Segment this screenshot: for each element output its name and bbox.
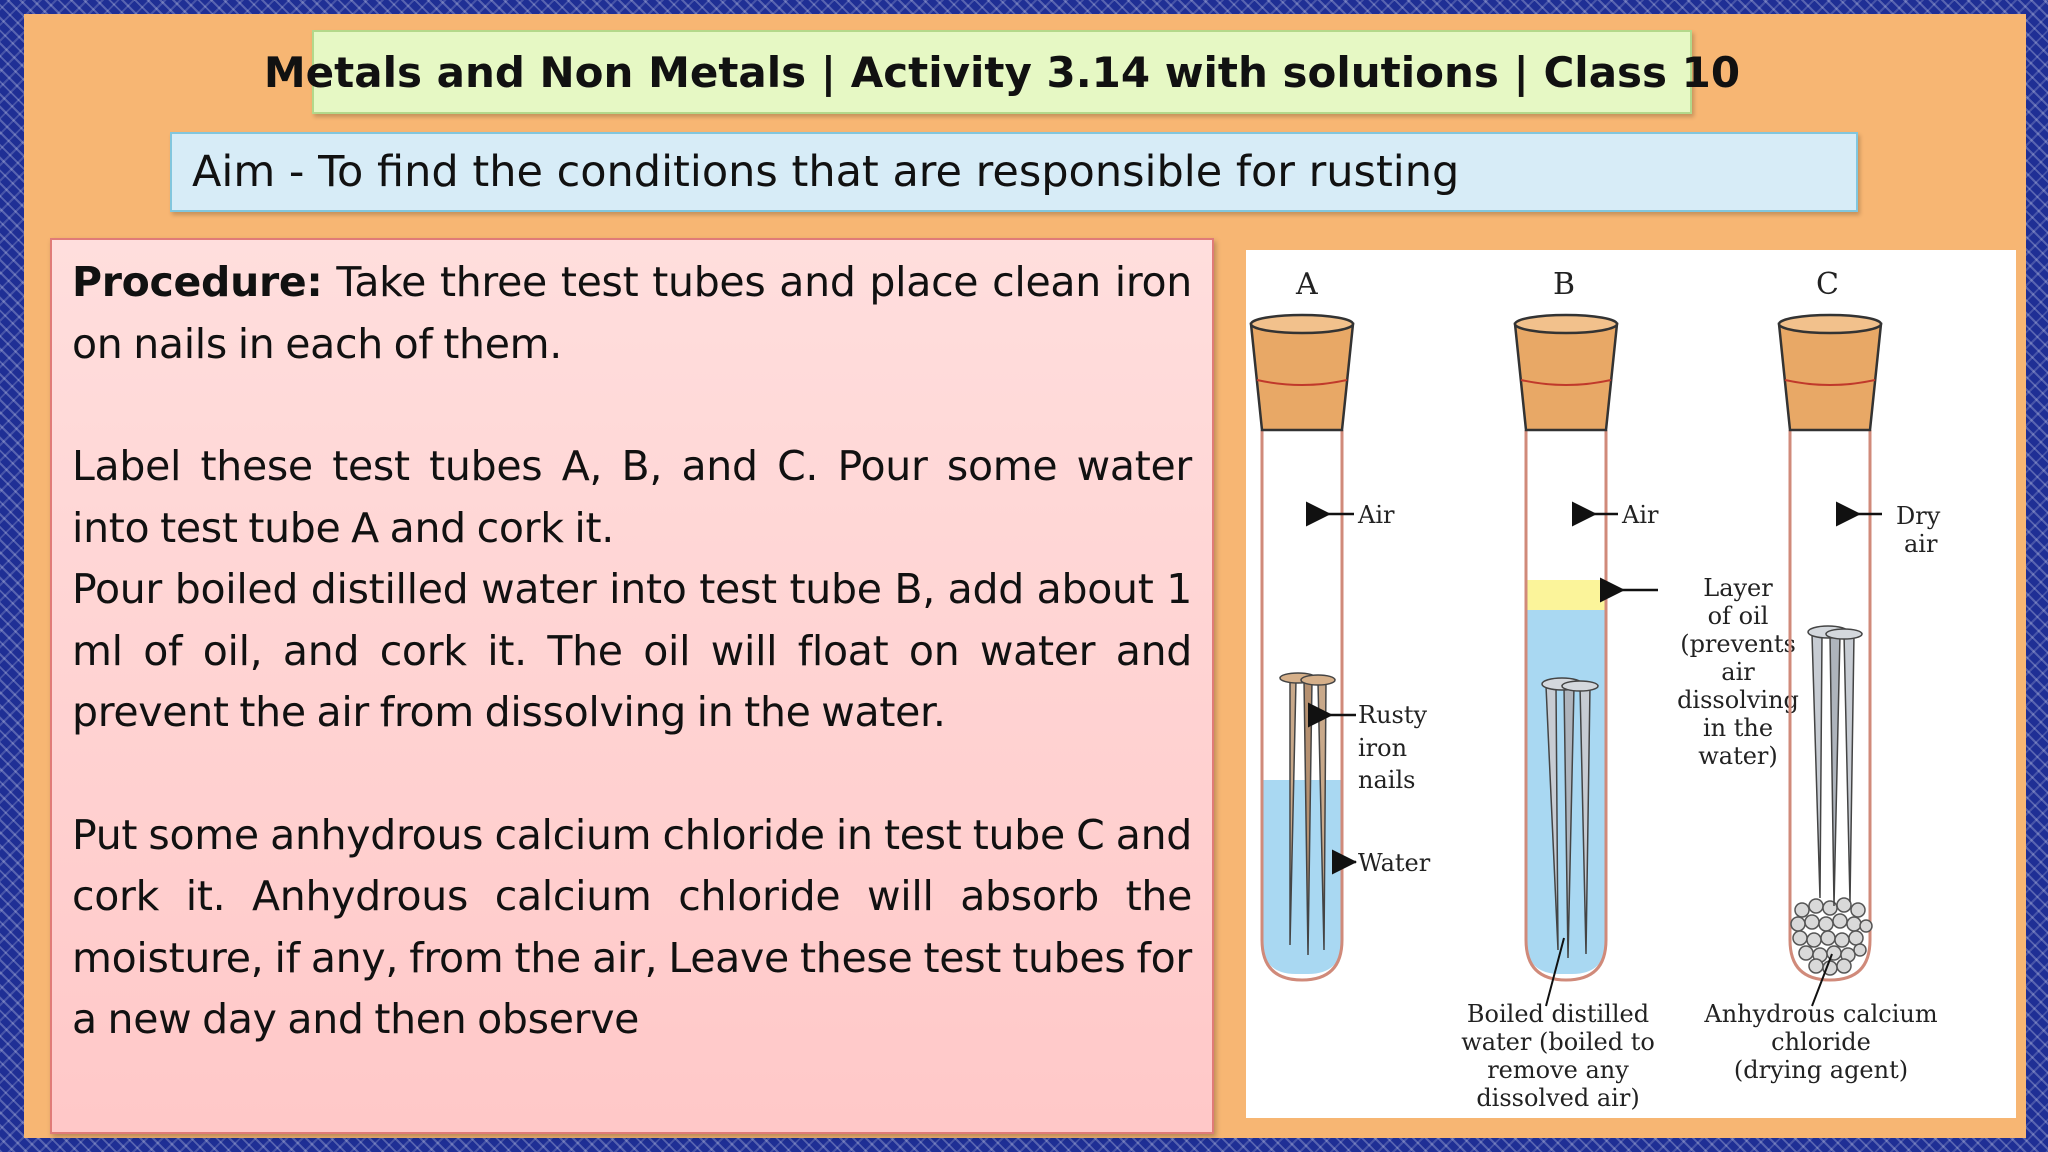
oil-note-line-5: dissolving	[1677, 686, 1799, 714]
procedure-paragraph-2	[72, 436, 1192, 559]
water-fill-icon	[1262, 780, 1342, 974]
procedure-text-2: Label these test tubes A, B, and C. Pour some water into test tube A and cork it.	[72, 442, 1192, 552]
aim-box	[170, 132, 1858, 212]
procedure-heading: Procedure:	[72, 258, 323, 306]
test-tube-a	[1251, 267, 1431, 980]
slide-title: Metals and Non Metals | Activity 3.14 with solutions | Class 10	[263, 47, 1741, 97]
procedure-text-4: Put some anhydrous calcium chloride in test tube C and cork it. Anhydrous calcium chloride will absorb the moisture, if any, from the air, Leave these test tubes for a new day and then observe	[72, 810, 1192, 1043]
procedure-box	[50, 238, 1214, 1134]
procedure-text-3: Pour boiled distilled water into test tube B, add about 1 ml of oil, and cork it. The oil will float on water and prevent the air from dissolving in the water.	[72, 565, 1192, 736]
oil-note	[1677, 574, 1799, 770]
clean-nails-icon	[1808, 626, 1862, 906]
tube-c-caption-line-2: chloride	[1771, 1028, 1871, 1056]
title-box	[263, 30, 1741, 114]
aim-text: Aim - To find the conditions that are responsible for rusting	[192, 147, 1460, 197]
tube-b-caption-line-2: water (boiled to	[1461, 1028, 1655, 1056]
tube-c-air-label-2: air	[1904, 530, 1938, 558]
tube-b-caption	[1461, 1000, 1655, 1112]
tube-a-water-label: Water	[1358, 849, 1431, 877]
cork-icon	[1779, 324, 1881, 430]
oil-note-line-2: of oil	[1707, 602, 1769, 630]
tube-b-caption-line-1: Boiled distilled	[1466, 1000, 1650, 1028]
tube-c-caption	[1703, 1000, 1937, 1084]
oil-note-line-1: Layer	[1703, 574, 1773, 602]
tube-a-air-label: Air	[1358, 501, 1395, 529]
rusting-experiment-figure	[1246, 250, 2016, 1118]
calcium-chloride-granules-icon	[1791, 898, 1872, 975]
tube-b-air-label: Air	[1622, 501, 1659, 529]
procedure-text-1: Take three test tubes and place clean iron on nails in each of them.	[72, 258, 1192, 368]
tube-c-caption-line-3: (drying agent)	[1733, 1056, 1909, 1084]
procedure-paragraph-4	[72, 805, 1192, 1051]
tube-c-air-label-1: Dry	[1896, 502, 1941, 530]
oil-note-line-3: (prevents	[1680, 630, 1796, 658]
cork-icon	[1251, 324, 1353, 430]
tube-c-caption-line-1: Anhydrous calcium	[1704, 1000, 1938, 1028]
tube-a-label: A	[1296, 267, 1318, 302]
tube-a-nails-label-3: nails	[1358, 766, 1416, 794]
tube-b-caption-line-3: remove any	[1487, 1056, 1629, 1084]
oil-note-line-4: air	[1721, 658, 1755, 686]
oil-note-line-7: water)	[1698, 742, 1778, 770]
tube-b-label: B	[1553, 267, 1576, 302]
tube-a-nails-label-1: Rusty	[1358, 701, 1428, 729]
slide	[24, 14, 2026, 1138]
tube-a-nails-label-2: iron	[1358, 734, 1408, 762]
procedure-paragraph-3	[72, 559, 1192, 744]
cork-icon	[1515, 324, 1617, 430]
oil-note-line-6: in the	[1702, 714, 1774, 742]
test-tube-b	[1461, 267, 1799, 1112]
tube-c-label: C	[1816, 267, 1839, 302]
oil-layer-icon	[1526, 580, 1606, 610]
tube-c-glass-icon	[1790, 430, 1870, 980]
procedure-paragraph-1	[72, 252, 1192, 375]
tube-b-caption-line-4: dissolved air)	[1476, 1084, 1640, 1112]
test-tubes-diagram	[1246, 250, 2016, 1118]
